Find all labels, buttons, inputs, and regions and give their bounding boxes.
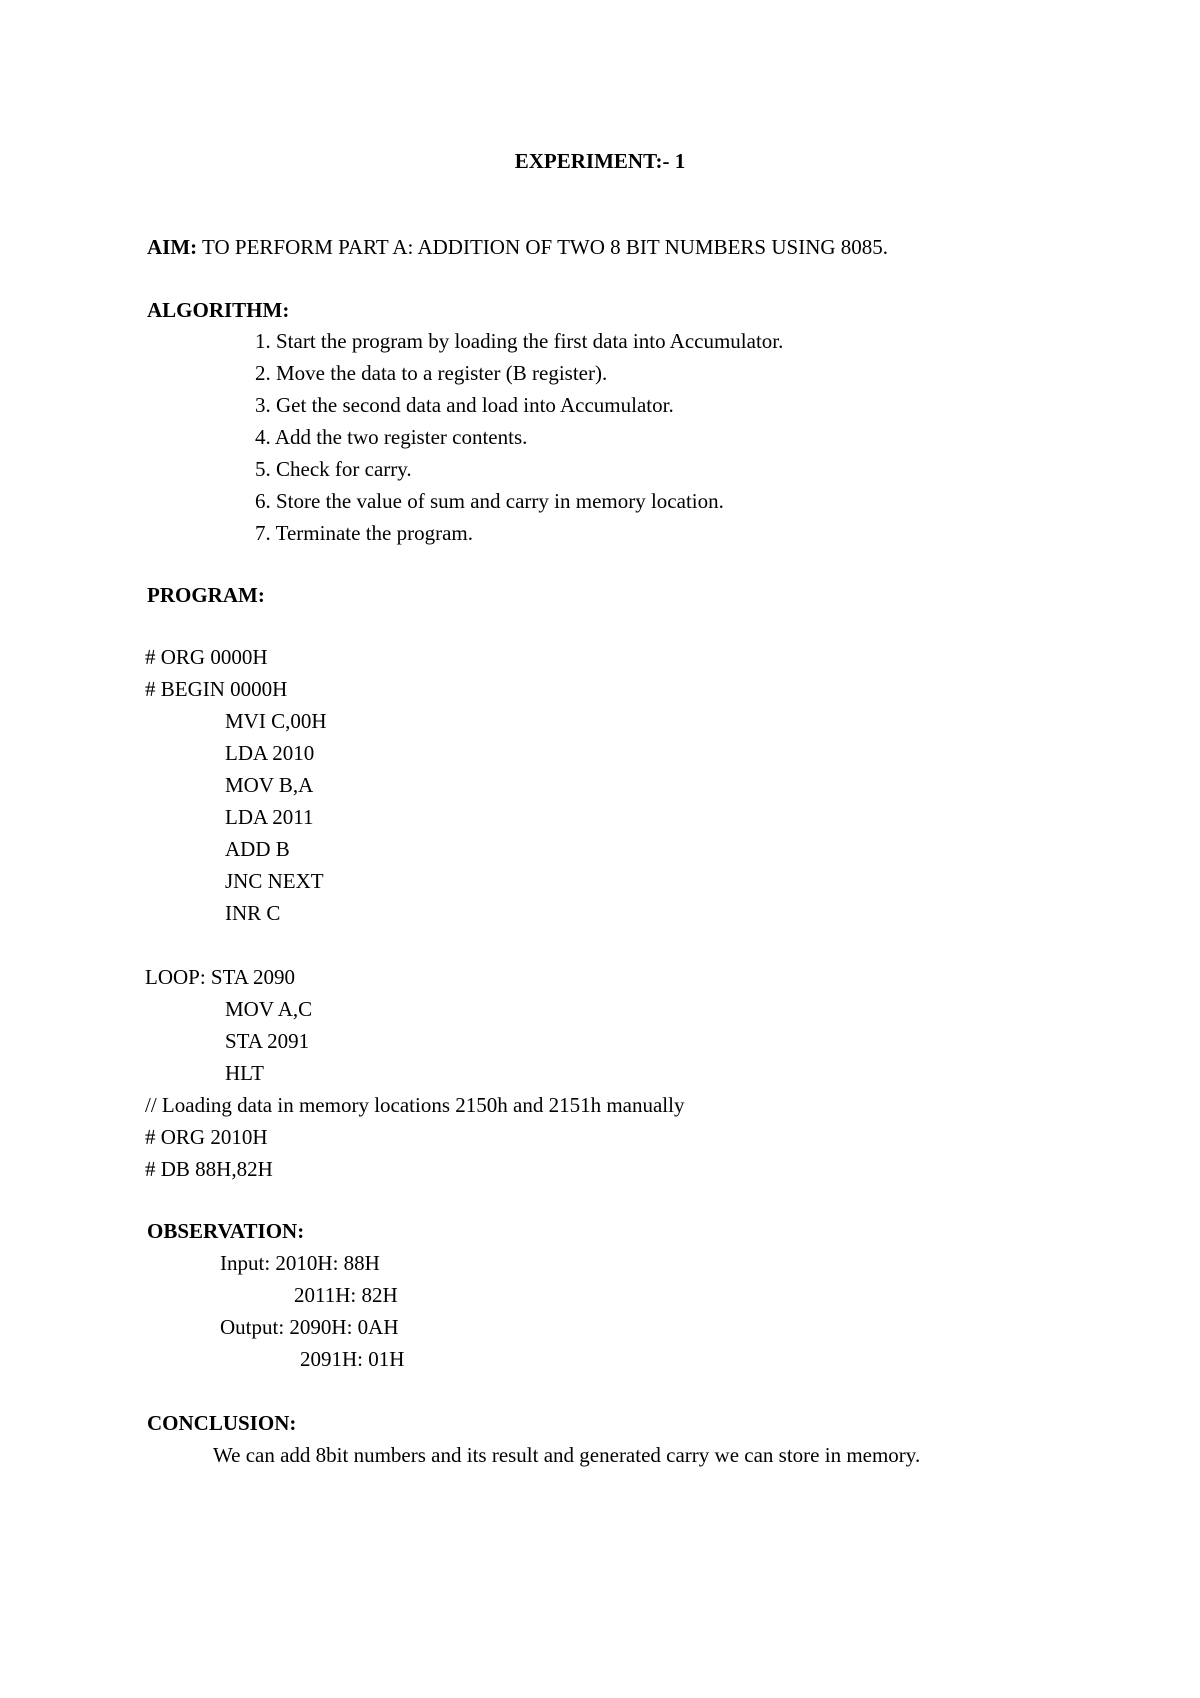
- aim-text: TO PERFORM PART A: ADDITION OF TWO 8 BIT NUMBERS USING 8085.: [197, 235, 889, 259]
- code-line: STA 2091: [225, 1029, 310, 1053]
- code-line: ADD B: [225, 837, 290, 861]
- algorithm-step: 1. Start the program by loading the first data into Accumulator.: [255, 329, 784, 353]
- code-line: JNC NEXT: [225, 869, 324, 893]
- algorithm-heading: ALGORITHM:: [147, 298, 290, 322]
- code-line: INR C: [225, 901, 281, 925]
- observation-line: 2011H: 82H: [294, 1283, 398, 1307]
- code-comment: // Loading data in memory locations 2150h and 2151h manually: [145, 1093, 685, 1117]
- code-line: LDA 2011: [225, 805, 314, 829]
- code-line: # ORG 2010H: [145, 1125, 268, 1149]
- code-line: # BEGIN 0000H: [145, 677, 288, 701]
- code-line: MOV A,C: [225, 997, 313, 1021]
- algorithm-step: 6. Store the value of sum and carry in memory location.: [255, 489, 724, 513]
- observation-line: Input: 2010H: 88H: [220, 1251, 380, 1275]
- aim-label: AIM:: [147, 235, 198, 259]
- algorithm-step: 3. Get the second data and load into Accumulator.: [255, 393, 674, 417]
- aim-line: [147, 234, 888, 260]
- algorithm-step: 4. Add the two register contents.: [255, 425, 528, 449]
- page-title: EXPERIMENT:- 1: [514, 149, 686, 173]
- observation-line: Output: 2090H: 0AH: [220, 1315, 399, 1339]
- code-line: HLT: [225, 1061, 264, 1085]
- conclusion-heading: CONCLUSION:: [147, 1411, 297, 1435]
- algorithm-step: 2. Move the data to a register (B register).: [255, 361, 608, 385]
- code-line: LDA 2010: [225, 741, 315, 765]
- code-line: MOV B,A: [225, 773, 314, 797]
- code-line: LOOP: STA 2090: [145, 965, 296, 989]
- conclusion-text: We can add 8bit numbers and its result and generated carry we can store in memory.: [213, 1443, 921, 1467]
- algorithm-step: 5. Check for carry.: [255, 457, 412, 481]
- code-line: # ORG 0000H: [145, 645, 268, 669]
- algorithm-step: 7. Terminate the program.: [255, 521, 473, 545]
- code-line: # DB 88H,82H: [145, 1157, 273, 1181]
- code-line: MVI C,00H: [225, 709, 327, 733]
- program-heading: PROGRAM:: [147, 583, 265, 607]
- observation-heading: OBSERVATION:: [147, 1219, 305, 1243]
- observation-line: 2091H: 01H: [300, 1347, 405, 1371]
